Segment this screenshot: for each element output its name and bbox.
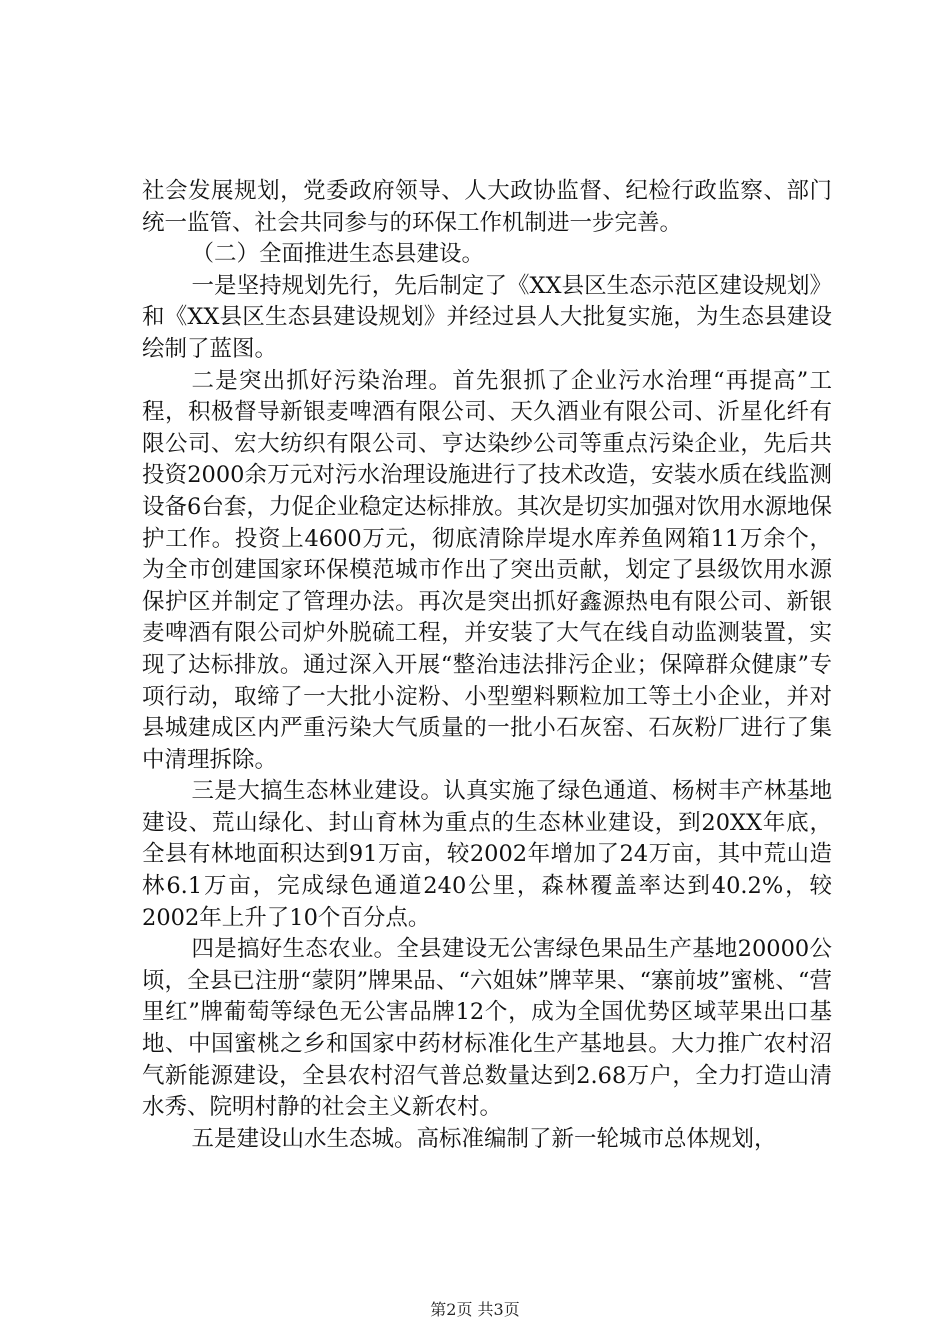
body-paragraph: 社会发展规划，党委政府领导、人大政协监督、纪检行政监察、部门统一监管、社会共同参与的环保工作机制进一步完善。	[142, 178, 832, 236]
body-paragraph: 四是搞好生态农业。全县建设无公害绿色果品生产基地20000公顷，全县已注册“蒙阴”牌果品、“六姐妹”牌苹果、“寨前坡”蜜桃、“营里红”牌葡萄等绿色无公害品牌12个，成为全国优势区域苹果出口基地、中国蜜桃之乡和国家中药材标准化生产基地县。大力推广农村沼气新能源建设，全县农村沼气普总数量达到2.68万户，全力打造山清水秀、院明村静的社会主义新农村。	[142, 936, 832, 1121]
body-paragraph: （二）全面推进生态县建设。	[191, 241, 485, 268]
body-paragraph: 五是建设山水生态城。高标准编制了新一轮城市总体规划，	[191, 1125, 777, 1152]
document-body	[142, 176, 832, 1155]
body-paragraph: 二是突出抓好污染治理。首先狠抓了企业污水治理“再提高”工程，积极督导新银麦啤酒有限公司、天久酒业有限公司、沂星化纤有限公司、宏大纺织有限公司、亨达染纱公司等重点污染企业，先后共投资2000余万元对污水治理设施进行了技术改造，安装水质在线监测设备6台套，力促企业稳定达标排放。其次是切实加强对饮用水源地保护工作。投资上4600万元，彻底清除岸堤水库养鱼网箱11万余个，为全市创建国家环保模范城市作出了突出贡献，划定了县级饮用水源保护区并制定了管理办法。再次是突出抓好鑫源热电有限公司、新银麦啤酒有限公司炉外脱硫工程，并安装了大气在线自动监测装置，实现了达标排放。通过深入开展“整治违法排污企业；保障群众健康”专项行动，取缔了一大批小淀粉、小型塑料颗粒加工等土小企业，并对县城建成区内严重污染大气质量的一批小石灰窑、石灰粉厂进行了集中清理拆除。	[142, 367, 832, 773]
body-paragraph: 三是大搞生态林业建设。认真实施了绿色通道、杨树丰产林基地建设、荒山绿化、封山育林为重点的生态林业建设，到20XX年底，全县有林地面积达到91万亩，较2002年增加了24万亩，其中荒山造林6.1万亩，完成绿色通道240公里，森林覆盖率达到40.2%，较2002年上升了10个百分点。	[142, 778, 832, 931]
page-footer: 第2页 共3页	[430, 1300, 520, 1319]
body-paragraph: 一是坚持规划先行，先后制定了《XX县区生态示范区建设规划》和《XX县区生态县建设规划》并经过县人大批复实施，为生态县建设绘制了蓝图。	[142, 272, 832, 362]
